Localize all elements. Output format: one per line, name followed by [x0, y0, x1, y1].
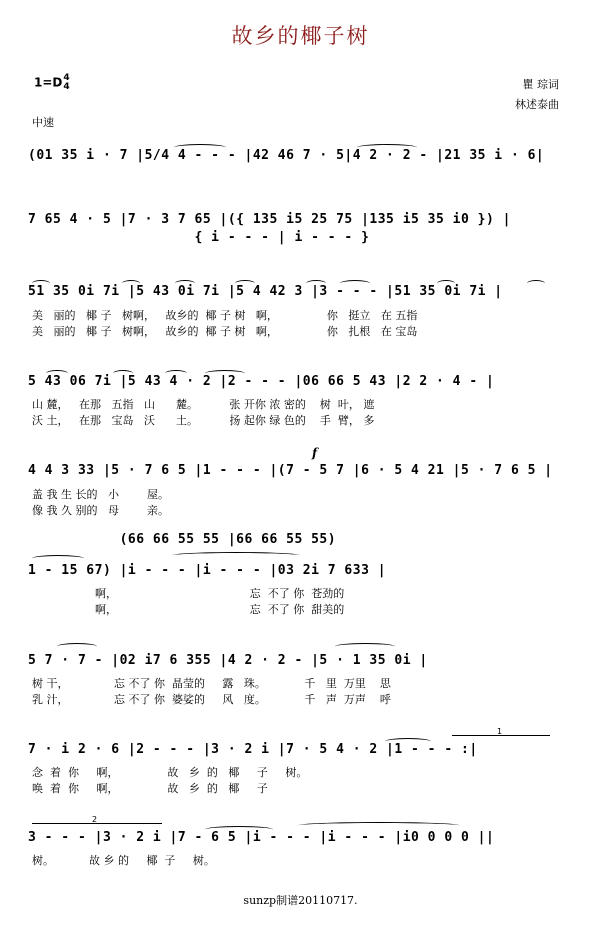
- composer: 林述泰曲: [515, 98, 559, 111]
- notation-line-3: 51 35 0i 7i |5 43 0i 7i |5 4 42 3 |3 - - - |51 35 0i 7i |: [28, 284, 503, 299]
- song-title: 故乡的椰子树: [231, 24, 370, 48]
- key-signature: [34, 74, 70, 92]
- notation-line-6: 1 - 15 67) |i - - - |i - - - |03 2i 7 633 |: [28, 563, 387, 578]
- volta-2-number: 2: [92, 815, 98, 824]
- lyricist: 瞿 琮词: [522, 78, 559, 91]
- slur: [235, 280, 255, 287]
- slur: [437, 280, 455, 287]
- notation-line-5: 4 4 3 33 |5 · 7 6 5 |1 - - - |(7 - 5 7 |6 · 5 4 21 |5 · 7 6 5 |: [28, 463, 553, 478]
- lyric-line-9: 树。 故 乡 的 椰 子 树。: [32, 854, 215, 867]
- slur: [175, 280, 195, 287]
- slur: [57, 643, 97, 650]
- lyric-line-6-verse-2: 啊， 忘 不了 你 甜美的: [32, 603, 345, 616]
- lyric-line-5-verse-1: 盖 我 生 长的 小 屋。: [32, 488, 169, 501]
- dynamic-forte: f: [312, 446, 318, 460]
- key-label: 1=D: [34, 75, 63, 90]
- lyric-line-3-verse-1: 美 丽的 椰 子 树啊， 故乡的 椰 子 树 啊， 你 挺立 在 五指: [32, 309, 418, 322]
- lyric-line-3-verse-2: 美 丽的 椰 子 树啊， 故乡的 椰 子 树 啊， 你 扎根 在 宝岛: [32, 325, 418, 338]
- slur: [385, 738, 431, 745]
- slur: [32, 280, 50, 287]
- notation-line-2: 7 65 4 · 5 |7 · 3 7 65 |({ 135 i5 25 75 |135 i5 35 i0 }) |: [28, 212, 511, 227]
- notation-line-6-upper: (66 66 55 55 |66 66 55 55): [28, 532, 337, 547]
- slur: [335, 643, 395, 650]
- slur: [205, 370, 245, 377]
- slur: [46, 370, 68, 377]
- slur: [122, 280, 140, 287]
- slur: [32, 555, 84, 562]
- slur: [527, 280, 545, 287]
- time-signature: 4 4: [63, 73, 70, 92]
- notation-line-2-lower: { i - - - | i - - - }: [28, 230, 370, 245]
- slur: [165, 370, 187, 377]
- slur: [174, 144, 226, 151]
- slur: [357, 144, 417, 151]
- lyric-line-7-verse-1: 树 干， 忘 不了 你 晶莹的 露 珠。 千 里 万里 思: [32, 677, 391, 690]
- notation-line-9: 3 - - - |3 · 2 i |7 - 6 5 |i - - - |i - - - |i0 0 0 0 ||: [28, 830, 495, 845]
- notation-line-8: 7 · i 2 · 6 |2 - - - |3 · 2 i |7 · 5 4 · 2 |1 - - - :|: [28, 742, 478, 757]
- notation-line-4: 5 43 06 7i |5 43 4 · 2 |2 - - - |06 66 5 43 |2 2 · 4 - |: [28, 374, 495, 389]
- lyric-line-4-verse-2: 沃 土， 在那 宝岛 沃 土。 扬 起你 绿 色的 手 臂， 多: [32, 414, 375, 427]
- volta-1-number: 1: [497, 727, 503, 736]
- lyric-line-6-verse-1: 啊， 忘 不了 你 苍劲的: [32, 587, 345, 600]
- engraver-credit: sunzp制谱20110717.: [243, 894, 358, 907]
- slur: [205, 826, 273, 833]
- slur: [113, 370, 133, 377]
- slur: [298, 822, 460, 829]
- notation-line-7: 5 7 · 7 - |02 i7 6 355 |4 2 · 2 - |5 · 1 35 0i |: [28, 653, 428, 668]
- slur: [172, 552, 300, 559]
- notation-line-1: (01 35 i · 7 |5/4 4 - - - |42 46 7 · 5|4 2 · 2 - |21 35 i · 6|: [28, 148, 545, 163]
- lyric-line-8-verse-1: 念 着 你 啊， 故 乡 的 椰 子 树。: [32, 766, 308, 779]
- lyric-line-4-verse-1: 山 麓， 在那 五指 山 麓。 张 开你 浓 密的 树 叶， 遮: [32, 398, 375, 411]
- lyric-line-5-verse-2: 像 我 久 别的 母 亲。: [32, 504, 169, 517]
- slur: [306, 280, 326, 287]
- lyric-line-7-verse-2: 乳 汁， 忘 不了 你 婆娑的 风 度。 千 声 万声 呼: [32, 693, 391, 706]
- slur: [340, 280, 370, 287]
- tempo-marking: 中速: [32, 116, 54, 129]
- lyric-line-8-verse-2: 唤 着 你 啊， 故 乡 的 椰 子: [32, 782, 268, 795]
